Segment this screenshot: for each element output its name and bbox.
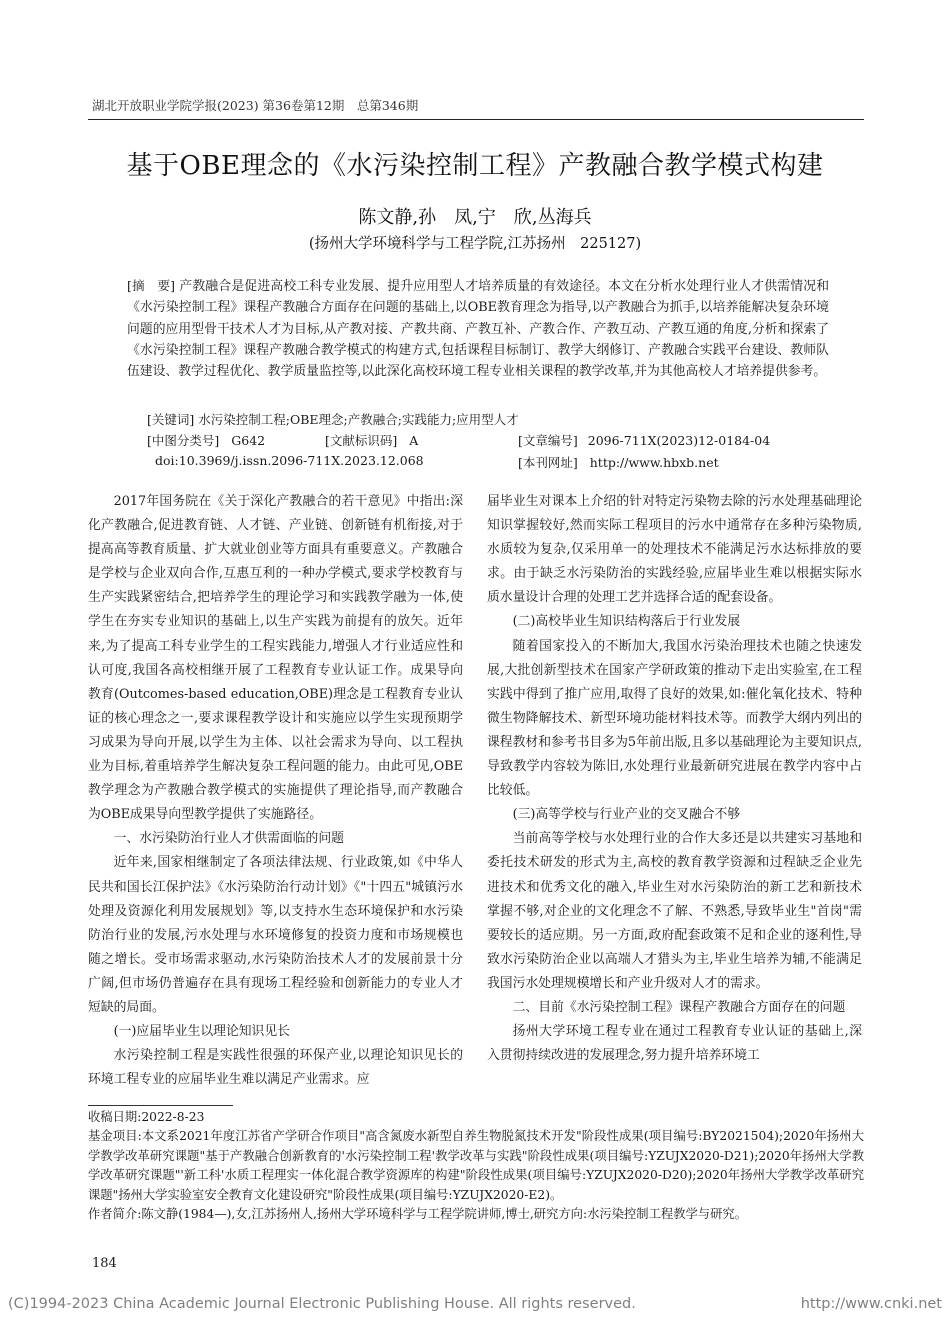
keywords-label: [关键词]: [147, 412, 195, 427]
subsection-heading: (二)高校毕业生知识结构落后于行业发展: [512, 614, 741, 630]
clc-value: G642: [231, 433, 266, 448]
abstract-text: 产教融合是促进高校工科专业发展、提升应用型人才培养质量的有效途径。本文在分析水处理行业人才供需情况和《水污染控制工程》课程产教融合方面存在问题的基础上,以OBE教育理念为指导,以产教融合为抓手,以培养能解决复杂环境问题的应用型骨干技术人才为目标,从产教对接、产教共商、产教互补、产教合作、产教互动、产教互通的角度,分析和探索了《水污染控制工程》课程产教融合教学模式的构建方式,包括课程目标制订、教学大纲修订、产教融合实践平台建设、教师队伍建设、教学过程优化、教学质量监控等,以此深化高校环境工程专业相关课程的教学改革,并为其他高校人才培养提供参考。: [127, 279, 829, 380]
paragraph: 随着国家投入的不断加大,我国水污染治理技术也随之快速发展,大批创新型技术在国家产学研政策的推动下走出实验室,在工程实践中得到了推广应用,取得了良好的效果,如:催化氧化技术、特种微生物降解技术、新型环境功能材料技术等。而教学大纲内列出的课程教材和参考书目多为5年前出版,且多以基础理论为主要知识点,导致教学内容较为陈旧,水处理行业最新研究进展在教学内容中占比较低。: [487, 638, 862, 799]
paragraph: 2017年国务院在《关于深化产教融合的若干意见》中指出:深化产教融合,促进教育链、人才链、产业链、创新链有机衔接,对于提高高等教育质量、扩大就业创业等方面具有重要意义。产教融合是学校与企业双向合作,互惠互利的一种办学模式,要求学校教育与生产实践紧密结合,把培养学生的理论学习和实践教学融为一体,使学生在夯实专业知识的基础上,以生产实践为前提有的放矢。近年来,为了提高工科专业学生的工程实践能力,增强人才行业适应性和认可度,我国各高校相继开展了工程教育专业认证工作。成果导向教育(Outcomes-based education,OBE)理念是工程教育专业认证的核心理念之一,要求课程教学设计和实施应以学生实现预期学习成果为导向开展,以学生为主体、以社会需求为导向、以工程执业为目标,着重培养学生解决复杂工程问题的能力。由此可见,OBE教学理念为产教融合教学模式的实施提供了理论指导,而产教融合为OBE成果导向型教学提供了实施路径。: [88, 494, 463, 823]
document-code: [325, 431, 418, 449]
subsection-heading: (三)高等学校与行业产业的交叉融合不够: [512, 807, 741, 823]
footnotes: [88, 1108, 864, 1224]
article-number: [518, 431, 770, 449]
footnote-rule: [88, 1105, 233, 1106]
affiliation: (扬州大学环境科学与工程学院,江苏扬州 225127): [308, 236, 642, 252]
article-label: [文章编号]: [518, 433, 578, 448]
clc-label: [中图分类号]: [147, 433, 220, 448]
page-number: 184: [92, 1256, 117, 1271]
doi[interactable]: doi:10.3969/j.issn.2096-711X.2023.12.068: [155, 453, 424, 468]
doc-label: [文献标识码]: [325, 433, 398, 448]
paragraph: 届毕业生对课本上介绍的针对特定污染物去除的污水处理基础理论知识掌握较好,然而实际工程项目的污水中通常存在多种污染物质,水质较为复杂,仅采用单一的处理技术不能满足污水达标排放的要求。由于缺乏水污染防治的实践经验,应届毕业生难以根据实际水质水量设计合理的处理工艺并选择合适的配套设备。: [487, 494, 862, 606]
website-link[interactable]: http://www.hbxb.net: [589, 455, 719, 470]
journal-website: [518, 453, 719, 471]
cnki-watermark: [8, 1296, 942, 1312]
section-heading: 一、水污染防治行业人才供需面临的问题: [113, 831, 344, 847]
subsection-heading: (一)应届毕业生以理论知识见长: [113, 1024, 290, 1040]
paragraph: 扬州大学环境工程专业在通过工程教育专业认证的基础上,深入贯彻持续改进的发展理念,努力提升培养环境工: [487, 1024, 862, 1064]
article-value: 2096-711X(2023)12-0184-04: [587, 433, 771, 448]
doc-value: A: [409, 433, 419, 448]
paragraph: 当前高等学校与水处理行业的合作大多还是以共建实习基地和委托技术研发的形式为主,高校的教育教学资源和过程缺乏企业先进技术和优秀文化的融入,毕业生对水污染防治的新工艺和新技术掌握不够,对企业的文化理念不了解、不熟悉,导致毕业生"首岗"需要较长的适应期。另一方面,政府配套政策不足和企业的逐利性,导致水污染防治企业以高端人才猎头为主,毕业生培养为辅,不能满足我国污水处理规模增长和产业升级对人才的需求。: [487, 831, 862, 991]
paper-title: 基于OBE理念的《水污染控制工程》产教融合教学模式构建: [126, 151, 824, 181]
abstract: [127, 275, 829, 382]
cnki-link[interactable]: http://www.cnki.net: [800, 1296, 942, 1312]
received-date: 收稿日期:2022-8-23: [88, 1110, 205, 1124]
clc-number: [147, 431, 265, 449]
fund-info: 基金项目:本文系2021年度江苏省产学研合作项目"高含氮废水新型自养生物脱氮技术开发"阶段性成果(项目编号:BY2021504);2020年扬州大学教学改革研究课题"基于产教融合创新教育的'水污染控制工程'教学改革与实践"阶段性成果(项目编号:YZUJX2020-D21);2020年扬州大学教学改革研究课题"'新工科'水质工程理实一体化混合教学资源库的构建"阶段性成果(项目编号:YZUJX2020-D20);2020年扬州大学教学改革研究课题"扬州大学实验室安全教育文化建设研究"阶段性成果(项目编号:YZUJX2020-E2)。: [88, 1129, 864, 1202]
journal-header: 湖北开放职业学院学报(2023) 第36卷第12期 总第346期: [92, 98, 419, 113]
keywords: [147, 410, 519, 428]
keywords-text: 水污染控制工程;OBE理念;产教融合;实践能力;应用型人才: [198, 412, 519, 427]
header-rule: [88, 119, 864, 120]
paragraph: 近年来,国家相继制定了各项法律法规、行业政策,如《中华人民共和国长江保护法》《水污染防治行动计划》《"十四五"城镇污水处理及资源化利用发展规划》等,以支持水生态环境保护和水污染防治行业的发展,污水处理与水环境修复的投资力度和市场规模也随之增长。受市场需求驱动,水污染防治技术人才的发展前景十分广阔,但市场仍普遍存在具有现场工程经验和创新能力的专业人才短缺的局面。: [88, 855, 463, 1015]
section-heading: 二、目前《水污染控制工程》课程产教融合方面存在的问题: [512, 999, 846, 1015]
authors: 陈文静,孙 凤,宁 欣,丛海兵: [358, 207, 592, 228]
abstract-label: [摘 要]: [127, 278, 176, 293]
website-label: [本刊网址]: [518, 455, 578, 470]
copyright-text: (C)1994-2023 China Academic Journal Electronic Publishing House. All rights reserved.: [8, 1296, 636, 1312]
body-column-left: [88, 490, 463, 1092]
author-bio: 作者简介:陈文静(1984—),女,江苏扬州人,扬州大学环境科学与工程学院讲师,博士,研究方向:水污染控制工程教学与研究。: [88, 1207, 747, 1222]
paragraph: 水污染控制工程是实践性很强的环保产业,以理论知识见长的环境工程专业的应届毕业生难以满足产业需求。应: [88, 1048, 463, 1088]
body-column-right: [487, 490, 862, 1068]
